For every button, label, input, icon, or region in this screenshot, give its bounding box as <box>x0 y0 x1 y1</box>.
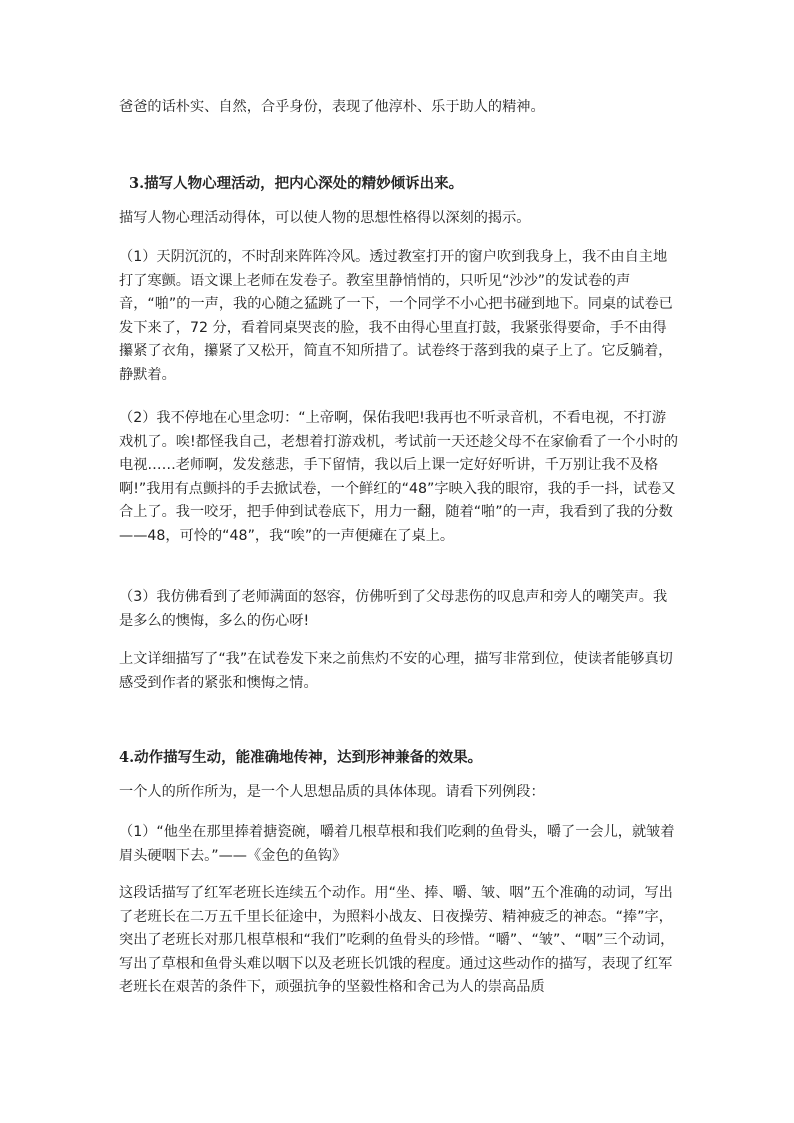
paragraph-example-3: （3）我仿佛看到了老师满面的怒容，仿佛听到了父母悲伤的叹息声和旁人的嘲笑声。我是多么的懊悔，多么的伤心呀! <box>119 589 668 629</box>
section-heading-4: 4.动作描写生动，能准确地传神，达到形神兼备的效果。 <box>119 749 483 766</box>
section-heading-3: 3.描写人物心理活动，把内心深处的精妙倾诉出来。 <box>129 175 464 192</box>
paragraph-action-analysis: 这段话描写了红军老班长连续五个动作。用“坐、捧、嚼、皱、咽”五个准确的动词，写出了老班长在二万五千里长征途中，为照料小战友、日夜操劳、精神疲乏的神态。“捧”字，突出了老班长对那几根草根和“我们”吃剩的鱼骨头的珍惜。“嚼”、“皱”、“咽”三个动词，写出了草根和鱼骨头难以咽下以及老班长饥饿的程度。通过这些动作的描写，表现了红军老班长在艰苦的条件下，顽强抗争的坚毅性格和舍己为人的崇高品质 <box>119 885 675 995</box>
paragraph-analysis: 上文详细描写了“我”在试卷发下来之前焦灼不安的心理，描写非常到位，使读者能够真切感受到作者的紧张和懊悔之情。 <box>119 651 673 691</box>
paragraph-father-speech: 爸爸的话朴实、自然，合乎身份，表现了他淳朴、乐于助人的精神。 <box>119 99 545 115</box>
paragraph-example-2: （2）我不停地在心里念叨：“上帝啊，保佑我吧!我再也不听录音机，不看电视，不打游戏机了。唉!都怪我自己，老想着打游戏机，考试前一天还趁父母不在家偷看了一个小时的电视……老师啊，发发慈悲，手下留情，我以后上课一定好好听讲，千万别让我不及格啊!”我用有点颤抖的手去掀试卷，一个鲜红的“48”字映入我的眼帘，我的手一抖，试卷又合上了。我一咬牙，把手伸到试卷底下，用力一翻，随着“啪”的一声，我看到了我的分数——48，可怜的“48”，我“唉”的一声便瘫在了桌上。 <box>119 410 679 544</box>
paragraph-action-intro: 一个人的所作所为，是一个人思想品质的具体体现。请看下列例段： <box>119 784 545 800</box>
paragraph-example-1: （1）天阴沉沉的，不时刮来阵阵冷风。透过教室打开的窗户吹到我身上，我不由自主地打了寒颤。语文课上老师在发卷子。教室里静悄悄的，只听见“沙沙”的发试卷的声音，“啪”的一声，我的心随之猛跳了一下，一个同学不小心把书碰到地下。同桌的试卷已发下来了，72 分，看着同桌哭丧的脸，我不由得心里直打鼓，我紧张得要命，手不由得攥紧了衣角，攥紧了又松开，简直不知所措了。试卷终于落到我的桌子上了。它反躺着，静默着。 <box>119 249 673 383</box>
paragraph-psychology-intro: 描写人物心理活动得体，可以使人物的思想性格得以深刻的揭示。 <box>119 210 531 226</box>
paragraph-action-example: （1）“他坐在那里捧着搪瓷碗，嚼着几根草根和我们吃剩的鱼骨头，嚼了一会儿，就皱着眉头硬咽下去。”——《金色的鱼钩》 <box>119 824 675 864</box>
